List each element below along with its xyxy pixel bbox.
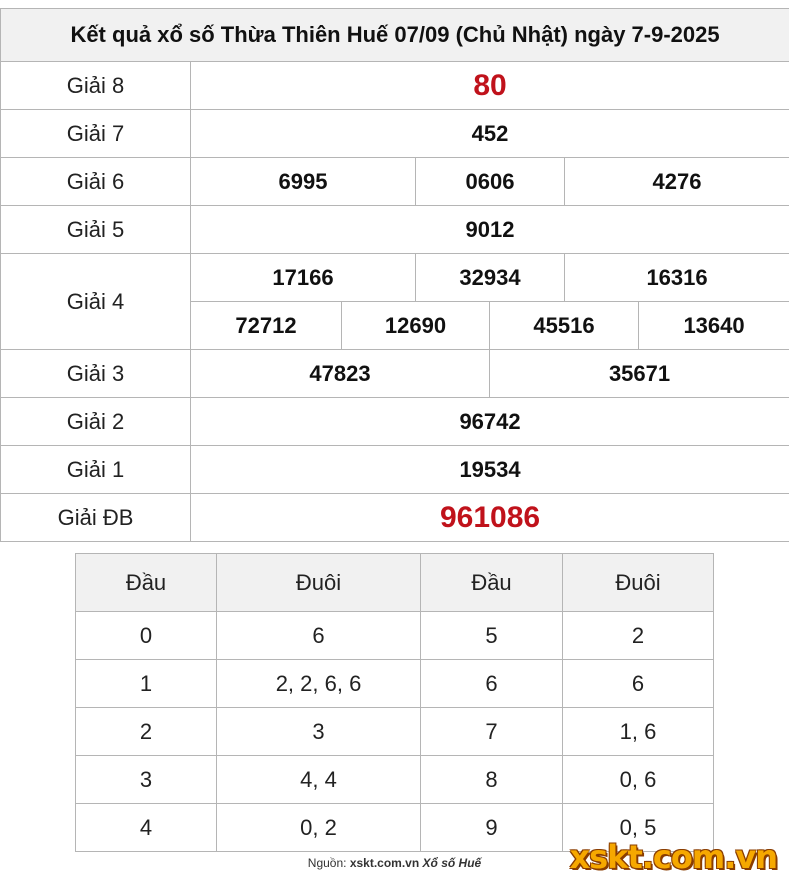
loto-table <box>75 553 714 852</box>
loto-cell: 6 <box>217 612 421 660</box>
prize-row-g4 <box>1 254 789 302</box>
prize-label: Giải 4 <box>1 254 191 350</box>
prize-row-g5 <box>1 206 789 254</box>
loto-cell: 0, 2 <box>217 804 421 852</box>
loto-header-dau: Đầu <box>421 554 563 612</box>
prize-row-db <box>1 494 789 542</box>
page-title: Kết quả xổ số Thừa Thiên Huế 07/09 (Chủ Nhật) ngày 7-9-2025 <box>1 9 789 62</box>
prize-number: 47823 <box>191 350 490 398</box>
prize-number: 0606 <box>416 158 565 206</box>
prize-number: 13640 <box>639 302 789 350</box>
loto-row <box>76 708 714 756</box>
loto-cell: 2 <box>563 612 714 660</box>
loto-cell: 8 <box>421 756 563 804</box>
loto-cell: 1, 6 <box>563 708 714 756</box>
prize-row-g6 <box>1 158 789 206</box>
prize-row-g3 <box>1 350 789 398</box>
loto-cell: 0, 6 <box>563 756 714 804</box>
prize-row-g2 <box>1 398 789 446</box>
prize-row-g8 <box>1 62 789 110</box>
loto-cell: 4, 4 <box>217 756 421 804</box>
loto-row <box>76 612 714 660</box>
prize-number: 80 <box>191 62 789 110</box>
loto-cell: 2, 2, 6, 6 <box>217 660 421 708</box>
prize-number: 16316 <box>565 254 789 302</box>
source-prefix: Nguồn: <box>307 856 350 870</box>
prize-number: 17166 <box>191 254 416 302</box>
prize-number: 19534 <box>191 446 789 494</box>
prize-number: 35671 <box>490 350 789 398</box>
jackpot-number: 961086 <box>191 494 789 542</box>
prize-label: Giải 5 <box>1 206 191 254</box>
prize-label: Giải 8 <box>1 62 191 110</box>
prize-number: 452 <box>191 110 789 158</box>
prize-row-g7 <box>1 110 789 158</box>
prize-label: Giải ĐB <box>1 494 191 542</box>
prize-label: Giải 1 <box>1 446 191 494</box>
loto-cell: 0 <box>76 612 217 660</box>
loto-cell: 9 <box>421 804 563 852</box>
prize-number: 4276 <box>565 158 789 206</box>
prize-number: 45516 <box>490 302 639 350</box>
loto-cell: 3 <box>217 708 421 756</box>
loto-header-duoi: Đuôi <box>217 554 421 612</box>
prize-number: 12690 <box>342 302 490 350</box>
prize-number: 9012 <box>191 206 789 254</box>
loto-cell: 2 <box>76 708 217 756</box>
prize-row-g1 <box>1 446 789 494</box>
site-logo: xskt.com.vn <box>569 838 777 876</box>
source-link[interactable]: xskt.com.vn <box>349 856 420 870</box>
loto-cell: 4 <box>76 804 217 852</box>
loto-row <box>76 756 714 804</box>
prize-label: Giải 2 <box>1 398 191 446</box>
prize-number: 32934 <box>416 254 565 302</box>
loto-header-duoi: Đuôi <box>563 554 714 612</box>
prize-label: Giải 7 <box>1 110 191 158</box>
loto-cell: 5 <box>421 612 563 660</box>
loto-cell: 6 <box>563 660 714 708</box>
loto-cell: 7 <box>421 708 563 756</box>
loto-cell: 6 <box>421 660 563 708</box>
loto-cell: 3 <box>76 756 217 804</box>
prize-number: 72712 <box>191 302 342 350</box>
prize-label: Giải 3 <box>1 350 191 398</box>
prize-number: 6995 <box>191 158 416 206</box>
prize-number: 96742 <box>191 398 789 446</box>
results-table <box>0 8 789 542</box>
loto-header-dau: Đầu <box>76 554 217 612</box>
loto-header-row <box>76 554 714 612</box>
source-brand: Xổ số Huế <box>422 856 482 870</box>
loto-cell: 0, 5 <box>563 804 714 852</box>
prize-label: Giải 6 <box>1 158 191 206</box>
loto-cell: 1 <box>76 660 217 708</box>
loto-row <box>76 660 714 708</box>
